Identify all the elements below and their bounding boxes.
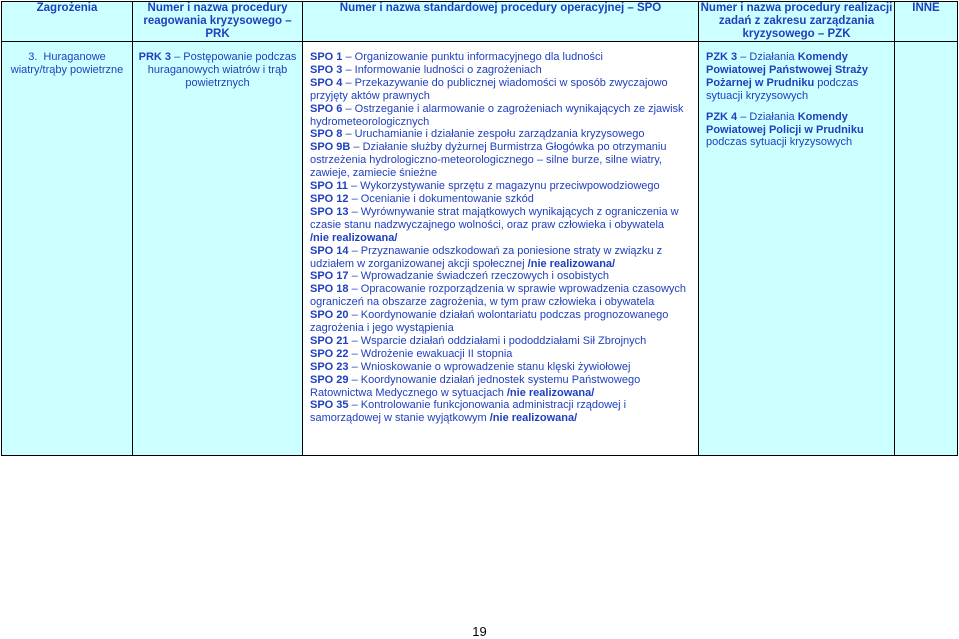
spo-code: SPO 3 [310,63,343,76]
spo-item [310,399,692,425]
spo-item [310,64,692,77]
spo-item [310,51,692,64]
pzk-item [706,111,890,150]
spo-text: – Ostrzeganie i alarmowanie o zagrożeniach wynikających ze zjawisk hydrometeorologicznych [310,102,684,128]
spo-item [310,141,692,180]
pzk-code: PZK 4 [706,110,738,123]
spo-note: /nie realizowana/ [310,231,398,244]
spo-item [310,103,692,129]
pzk-code: PZK 3 [706,51,738,63]
table-row [2,42,958,456]
pzk-list [706,51,890,149]
hazard-number: 3. [28,51,38,63]
spo-code: SPO 23 [310,360,349,373]
spo-item [310,348,692,361]
spo-note: /nie realizowana/ [489,412,578,425]
spo-text: – Wsparcie działań oddziałami i pododdziałami Sił Zbrojnych [348,334,647,347]
spo-code: SPO 17 [310,270,349,283]
spo-item [310,77,692,103]
spo-code: SPO 20 [310,309,349,322]
spo-code: SPO 22 [310,347,349,360]
spo-code: SPO 6 [310,102,343,115]
spo-code: SPO 35 [310,399,349,412]
spo-text: – Wprowadzanie świadczeń rzeczowych i osobistych [348,270,609,283]
spo-text: – Wdrożenie ewakuacji II stopnia [348,347,513,360]
spo-item [310,309,692,335]
header-prk: Numer i nazwa procedury reagowania kryzysowego – PRK [133,2,303,42]
spo-code: SPO 29 [310,373,349,386]
pzk-item [706,51,890,103]
spo-text: – Opracowanie rozporządzenia w sprawie wprowadzenia czasowych ograniczeń na obszarze zagrożenia, w tym praw człowieka i obywatela [310,283,687,309]
spo-text: – Kontrolowanie funkcjonowania administracji rządowej i samorządowej w stanie wyjątkowym [310,399,627,425]
header-hazards: Zagrożenia [2,2,133,42]
header-row [2,2,958,42]
prk-code: PRK 3 [138,51,172,63]
spo-code: SPO 1 [310,51,343,63]
spo-text: – Organizowanie punktu informacyjnego dla ludności [342,51,603,63]
spo-text: – Wyrównywanie strat majątkowych wynikających z ograniczenia w czasie stanu nadzwyczajnego wolności, oraz praw człowieka i obywatela [310,205,679,231]
spo-item [310,270,692,283]
prk-text: – Postępowanie podczas huraganowych wiatrów i trąb powietrznych [147,51,297,89]
spo-text: – Ocenianie i dokumentowanie szkód [348,192,534,205]
spo-cell [303,42,699,456]
spo-code: SPO 14 [310,244,349,257]
pzk-cell [699,42,895,456]
other-cell [895,42,958,456]
spo-text: – Uruchamianie i działanie zespołu zarządzania kryzysowego [342,128,645,141]
page-number: 19 [472,624,487,639]
spo-text: – Wnioskowanie o wprowadzenie stanu klęski żywiołowej [348,360,631,373]
spo-text: – Koordynowanie działań jednostek systemu Państwowego Ratownictwa Medycznego w sytuacjach [310,373,641,399]
spo-item [310,128,692,141]
spo-list [310,51,692,425]
spo-item [310,361,692,374]
pzk-text: – Działania [737,51,798,63]
header-other: INNE [895,2,958,42]
spo-text: – Przekazywanie do publicznej wiadomości w sposób zwyczajowo przyjęty aktów prawnych [310,76,668,102]
pzk-unit: Komendy Powiatowej Policji w Prudniku [706,110,864,136]
spo-item [310,245,692,271]
spo-note: /nie realizowana/ [506,386,595,399]
spo-item [310,180,692,193]
pzk-text: – Działania [737,110,798,123]
header-spo: Numer i nazwa standardowej procedury operacyjnej – SPO [303,2,699,42]
spo-text: – Koordynowanie działań wolontariatu podczas prognozowanego zagrożenia i jego wystąpienia [310,309,669,335]
pzk-text: podczas sytuacji kryzysowych [706,136,853,149]
spo-note: /nie realizowana/ [527,257,616,270]
spo-code: SPO 12 [310,192,349,205]
spo-code: SPO 18 [310,283,349,296]
spo-item [310,374,692,400]
spo-code: SPO 21 [310,334,349,347]
spo-text: – Wykorzystywanie sprzętu z magazynu przeciwpowodziowego [347,180,660,193]
spo-item [310,283,692,309]
spo-text: – Informowanie ludności o zagrożeniach [342,63,542,76]
spo-item [310,193,692,206]
hazard-name: Huraganowe wiatry/trąby powietrzne [10,51,124,76]
spo-text: – Przyznawanie odszkodowań za poniesione straty w związku z udziałem w zorganizowanej akcji społecznej [310,244,663,270]
spo-text: – Działanie służby dyżurnej Burmistrza Głogówka po otrzymaniu ostrzeżenia hydrologiczno-meteorologicznego – silne burze, silne wiatry, zawieje, zamiecie śnieżne [310,141,667,180]
spo-code: SPO 8 [310,128,343,141]
pzk-text: podczas sytuacji kryzysowych [706,76,859,102]
spo-item [310,335,692,348]
spo-item [310,206,692,245]
pzk-unit: Komendy Powiatowej Państwowej Straży Pożarnej w Prudniku [706,51,868,89]
spo-code: SPO 11 [310,180,348,193]
hazard-cell [2,42,133,456]
spo-code: SPO 13 [310,205,349,218]
header-pzk: Numer i nazwa procedury realizacji zadań z zakresu zarządzania kryzysowego – PZK [699,2,895,42]
spo-code: SPO 9B [310,141,351,154]
prk-cell [133,42,303,456]
spo-code: SPO 4 [310,76,343,89]
procedures-table [1,1,958,456]
